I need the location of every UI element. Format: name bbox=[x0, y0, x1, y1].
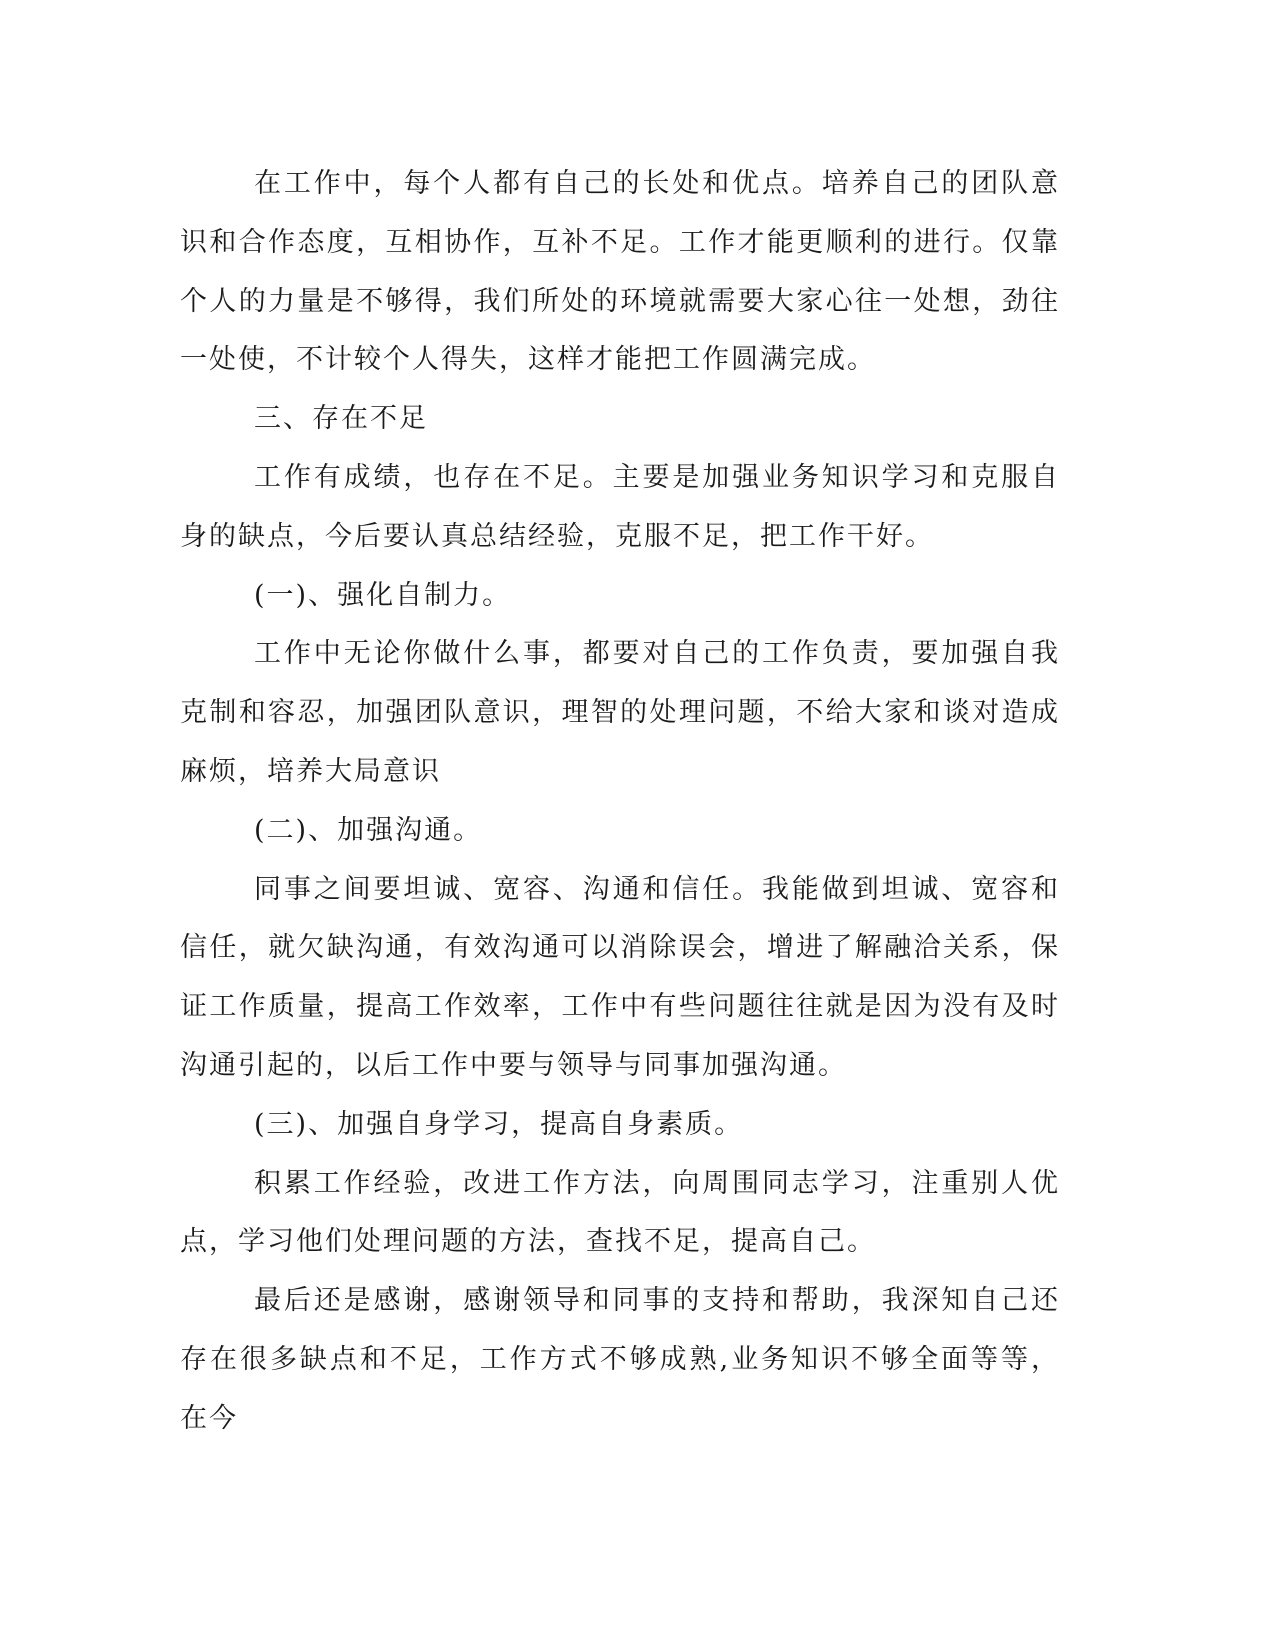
document-body bbox=[180, 155, 1060, 1449]
subheading-communication: (二)、加强沟通。 bbox=[254, 814, 483, 846]
paragraph-self-study: 积累工作经验，改进工作方法，向周围同志学习，注重别人优点，学习他们处理问题的方法，查找不足，提高自己。 bbox=[180, 1167, 1060, 1258]
subheading-self-study: (三)、加强自身学习，提高自身素质。 bbox=[254, 1108, 744, 1140]
paragraph-shortcomings-intro: 工作有成绩，也存在不足。主要是加强业务知识学习和克服自身的缺点，今后要认真总结经验，克服不足，把工作干好。 bbox=[180, 461, 1060, 552]
paragraph-closing: 最后还是感谢，感谢领导和同事的支持和帮助，我深知自己还存在很多缺点和不足，工作方式不够成熟,业务知识不够全面等等，在今 bbox=[180, 1285, 1060, 1434]
subheading-self-control: (一)、强化自制力。 bbox=[254, 579, 512, 611]
section-heading-shortcomings: 三、存在不足 bbox=[254, 403, 428, 435]
paragraph-self-control: 工作中无论你做什么事，都要对自己的工作负责，要加强自我克制和容忍，加强团队意识，理智的处理问题，不给大家和谈对造成麻烦，培养大局意识 bbox=[180, 638, 1060, 787]
paragraph-communication: 同事之间要坦诚、宽容、沟通和信任。我能做到坦诚、宽容和信任，就欠缺沟通，有效沟通可以消除误会，增进了解融洽关系，保证工作质量，提高工作效率，工作中有些问题往往就是因为没有及时沟通引起的，以后工作中要与领导与同事加强沟通。 bbox=[180, 873, 1060, 1081]
paragraph-teamwork: 在工作中，每个人都有自己的长处和优点。培养自己的团队意识和合作态度，互相协作，互补不足。工作才能更顺利的进行。仅靠个人的力量是不够得，我们所处的环境就需要大家心往一处想，劲往一处使，不计较个人得失，这样才能把工作圆满完成。 bbox=[180, 168, 1060, 376]
